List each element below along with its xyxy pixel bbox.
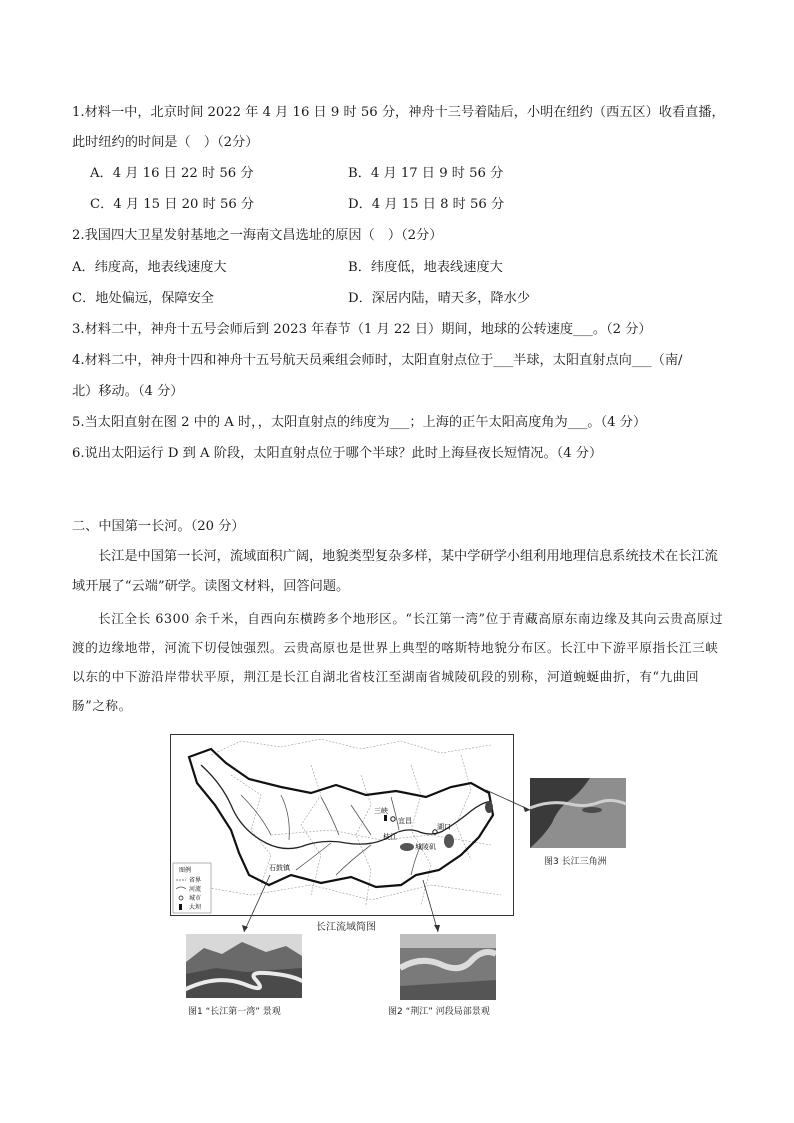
fig3-delta-photo: [530, 778, 626, 848]
material-text: 长江全长 6300 余千米，自西向东横跨多个地形区。“长江第一湾”位于青藏高原东南边缘及其向云贵高原过渡的边缘地带，河流下切侵蚀强烈。云贵高原也是世界上典型的喀斯特地貌分布区。长江中下游平原指长江三峡以东的中下游沿岸带状平原，荆江是长江自湖北省枝江至湖南省城陵矶段的别称，河道蜿蜒曲折，有“九曲回肠”之称。: [72, 611, 724, 713]
place-sanxia: 三峡: [374, 807, 388, 815]
q5: 5.当太阳直射在图 2 中的 A 时，，太阳直射点的纬度为___；上海的正午太阳高度角为___。（4 分）: [72, 415, 647, 430]
horizon: [400, 934, 496, 948]
fig2-jingjiang-photo: [400, 934, 496, 1000]
arrow-head: [434, 925, 440, 932]
place-chenglingji: 城陵矶: [415, 843, 436, 851]
q6: 6.说出太阳运行 D 到 A 阶段，太阳直射点位于哪个半球？此时上海昼夜长短情况。（4 分）: [72, 446, 603, 461]
q1-stem-line2: 此时纽约的时间是（ ）（2分）: [72, 135, 259, 150]
legend-item-border: 省界: [189, 877, 202, 884]
fig2-caption: 图2 “荆江” 河段局部景观: [388, 1007, 490, 1017]
arrow-head: [523, 806, 530, 812]
q1-option-d: D．4 月 15 日 8 时 56 分: [348, 197, 505, 212]
fig1-caption: 图1 “长江第一湾” 景观: [188, 1007, 281, 1017]
place-shigu: 石鼓镇: [269, 864, 290, 872]
delta-image: [530, 778, 626, 848]
arrow-heads: [242, 806, 530, 932]
q2-option-d: D．深居内陆，晴天多，降水少: [348, 291, 531, 306]
legend-title: 图例: [179, 867, 192, 874]
bend-image: [186, 934, 302, 998]
q2-option-b: B．纬度低，地表线速度大: [348, 260, 503, 275]
q1-option-c: C．4 月 15 日 20 时 56 分: [90, 197, 255, 212]
place-hukou: 湖口: [437, 823, 451, 831]
section2-heading: 二、中国第一长河。（20 分）: [72, 519, 245, 534]
legend-item-river: 河流: [189, 886, 202, 893]
section2-intro: 长江是中国第一长河，流域面积广阔，地貌类型复杂多样，某中学研学小组利用地理信息系统技术在长江流域开展了“云端”研学。读图文材料，回答问题。: [72, 549, 718, 594]
q3: 3.材料二中，神舟十五号会师后到 2023 年春节（1 月 22 日）期间，地球的公转速度___。（2 分）: [72, 322, 652, 337]
q2-option-c: C．地处偏远，保障安全: [72, 291, 214, 306]
q2-option-a: A．纬度高，地表线速度大: [72, 260, 227, 275]
arrow-to-fig2: [423, 880, 438, 932]
place-yichang: 宜昌: [398, 817, 412, 825]
q4-line2: 北）移动。（4 分）: [72, 384, 184, 399]
q2-stem: 2.我国四大卫星发射基地之一海南文昌选址的原因（ ）（2分）: [72, 228, 443, 243]
fig3-caption: 图3 长江三角洲: [544, 857, 607, 867]
legend-item-city: 城市: [189, 895, 202, 902]
legend-item-dam: 大坝: [189, 904, 202, 911]
q4-line1: 4.材料二中，神舟十四和神舟十五号航天员乘组会师时，太阳直射点位于___半球，太阳直射点向___（南/: [72, 353, 683, 368]
place-zhijiang: 枝江: [383, 833, 397, 841]
arrow-group: [244, 790, 530, 932]
arrow-to-fig1: [244, 875, 270, 932]
q1-option-a: A．4 月 16 日 22 时 56 分: [90, 166, 254, 181]
jingjiang-image: [400, 934, 496, 1000]
island: [582, 807, 602, 813]
q1-option-b: B．4 月 17 日 9 时 56 分: [348, 166, 504, 181]
q1-stem-line1: 1.材料一中，北京时间 2022 年 4 月 16 日 9 时 56 分，神舟十三号着陆后，小明在纽约（西五区）收看直播，: [72, 105, 725, 120]
fig1-first-bend-photo: [186, 934, 302, 998]
map-title: 长江流域简图: [316, 922, 376, 933]
